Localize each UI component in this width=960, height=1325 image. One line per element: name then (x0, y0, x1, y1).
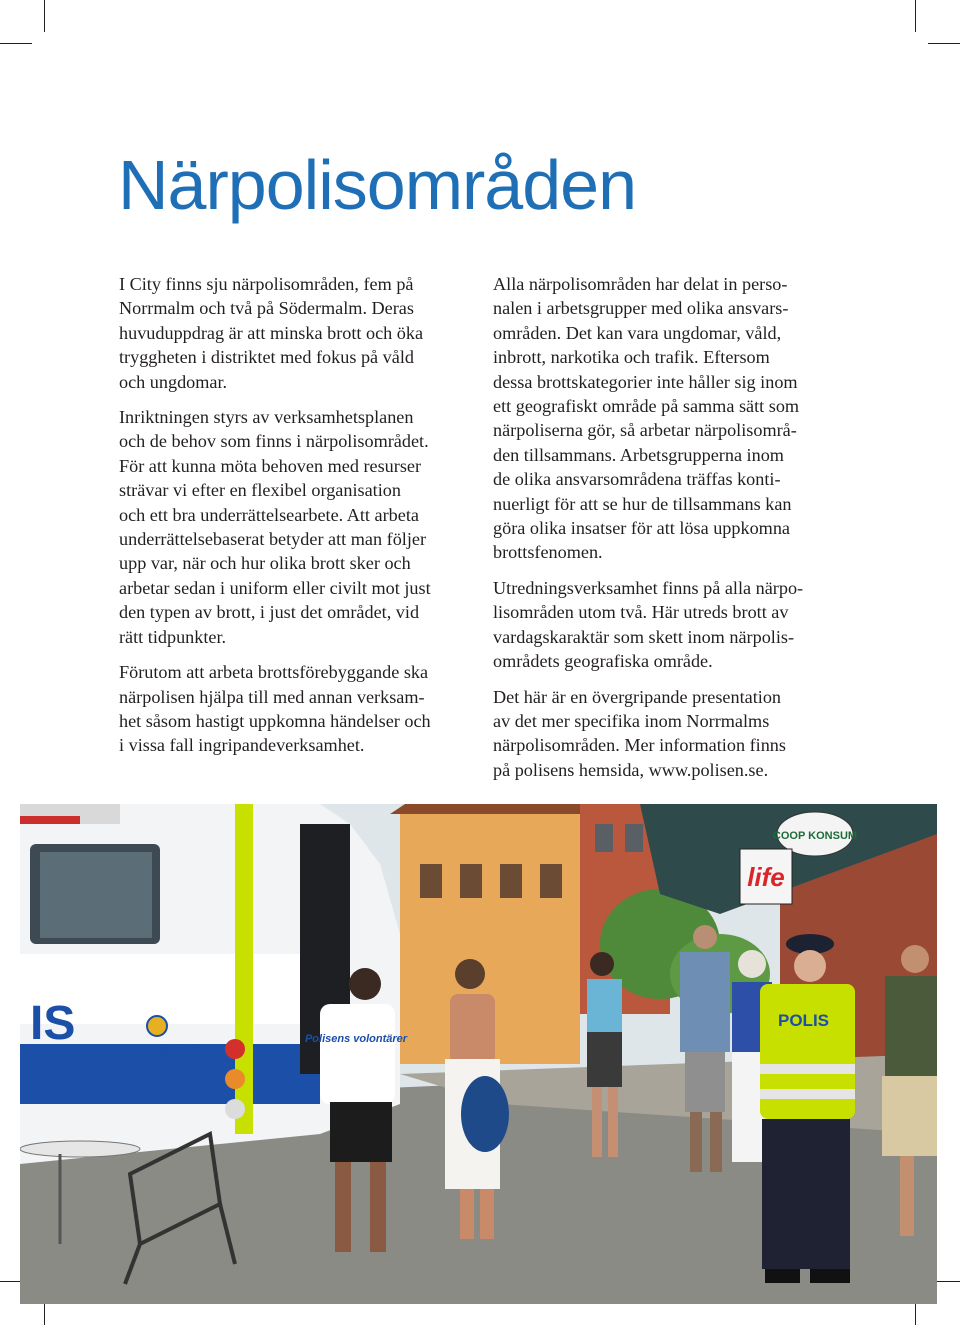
paragraph: Förutom att arbeta brottsförebyggande ska närpolisen hjälpa till med annan verksam- het såsom hastigt uppkomna händelser och i vissa fall ingripandeverksamhet. (119, 662, 431, 756)
paragraph: I City finns sju närpolisområden, fem på Norrmalm och två på Södermalm. Deras huvuduppdrag är att minska brott och öka tryggheten i distriktet med fokus på våld och ungdomar. (119, 274, 424, 392)
crop-mark (915, 0, 916, 32)
vest-lettering: POLIS (778, 1011, 830, 1030)
paragraph: Utredningsverksamhet finns på alla närpo- lisområden utom två. Här utreds brott av vardagskaraktär som skett inom närpolis- områdets geografiska område. (493, 577, 804, 672)
street-photo (20, 804, 937, 1304)
paragraph: Inriktningen styrs av verksamhetsplanen och de behov som finns i närpolisområdet. För att kunna möta behoven med resurser strävar vi efter en flexibel organisation och ett bra underrättelsearbete. Att arbeta underrättelsebaserat betyder att man följer upp var, när och hur olika brott sker och arbetar sedan i uniform eller civilt mot just den typen av brott, i just det området, vid rätt tidpunkter. (119, 407, 431, 647)
van-number: 8 1737 (160, 1041, 206, 1058)
page-title: Närpolisområden (118, 146, 637, 224)
crop-mark (928, 43, 960, 44)
svg-text:life: life (747, 862, 785, 892)
right-text-column (493, 272, 843, 793)
shop-sign-text: COOP KONSUM (772, 830, 858, 842)
paragraph: Alla närpolisområden har delat in perso- nalen i arbetsgrupper med olika ansvars- områden. Det kan vara ungdomar, våld, inbrott, narkotika och trafik. Eftersom dessa brottskategorier inte håller sig inom ett geografiskt område på samma sätt som närpoliserna gör, så arbetar närpolisområ- den tillsammans. Arbetsgrupperna inom de olika ansvarsområdena träffas konti- nuerligt för att se hur de tillsammans kan göra olika insatser för att lösa uppkomna brottsfenomen. (493, 274, 800, 563)
paragraph: Det här är en övergripande presentation av det mer specifika inom Norrmalms närpolisområden. Mer information finns på polisens hemsida, www.polisen.se. (493, 686, 786, 780)
crop-mark (44, 0, 45, 32)
left-text-column (119, 272, 475, 769)
van-lettering: IS (30, 997, 76, 1050)
crop-mark (0, 43, 32, 44)
shirt-lettering: Polisens volontärer (304, 1033, 408, 1045)
